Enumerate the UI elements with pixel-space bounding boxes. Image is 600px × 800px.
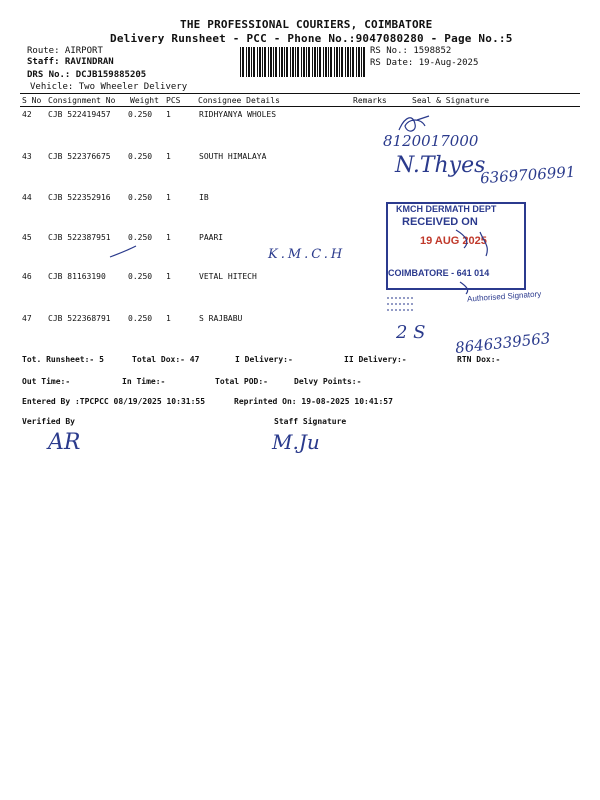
drs-number: DRS No.: DCJB159885205 bbox=[27, 70, 147, 80]
in-time: In Time:- bbox=[122, 377, 166, 386]
staff-signature-label: Staff Signature bbox=[274, 417, 347, 426]
row-sno: 42 bbox=[22, 110, 32, 119]
row-consignee: VETAL HITECH bbox=[199, 272, 257, 281]
row45-remark: K.M.C.H bbox=[268, 247, 346, 262]
row-consignment: CJB 522352916 bbox=[48, 193, 111, 202]
rtn-dox: RTN Dox:- bbox=[457, 355, 501, 364]
tot-runsheet: Tot. Runsheet:- 5 bbox=[22, 355, 104, 364]
row43-phone: 6369706991 bbox=[479, 162, 576, 188]
verified-by-label: Verified By bbox=[22, 417, 75, 426]
row-weight: 0.250 bbox=[128, 314, 153, 323]
row-weight: 0.250 bbox=[128, 233, 153, 242]
row-weight: 0.250 bbox=[128, 152, 153, 161]
row-weight: 0.250 bbox=[128, 110, 153, 119]
row-sno: 47 bbox=[22, 314, 32, 323]
row-sno: 46 bbox=[22, 272, 32, 281]
col-pcs: PCS bbox=[166, 96, 181, 105]
col-remarks: Remarks bbox=[353, 96, 387, 105]
row-consignment: CJB 522368791 bbox=[48, 314, 111, 323]
row-consignment: CJB 522387951 bbox=[48, 233, 111, 242]
col-consignee: Consignee Details bbox=[198, 96, 280, 105]
staff-label: Staff: RAVINDRAN bbox=[27, 57, 114, 67]
stamp-signature-scribble bbox=[450, 226, 510, 296]
row-pcs: 1 bbox=[166, 110, 171, 119]
row47-phone: 8646339563 bbox=[454, 329, 552, 357]
total-dox: Total Dox:- 47 bbox=[132, 355, 200, 364]
stamp-city: COIMBATORE - 641 014 bbox=[388, 268, 490, 278]
col-sno: S No bbox=[22, 96, 42, 105]
row-consignment: CJB 522376675 bbox=[48, 152, 111, 161]
row-pcs: 1 bbox=[166, 193, 171, 202]
document-subtitle: Delivery Runsheet - PCC - Phone No.:9047080280 - Page No.:5 bbox=[110, 32, 513, 45]
row-sno: 45 bbox=[22, 233, 32, 242]
row-consignee: SOUTH HIMALAYA bbox=[199, 152, 267, 161]
entered-by: Entered By :TPCPCC 08/19/2025 10:31:55 bbox=[22, 397, 206, 406]
rs-date: RS Date: 19-Aug-2025 bbox=[370, 58, 479, 68]
ii-delivery: II Delivery:- bbox=[344, 355, 407, 364]
col-consignment: Consignment No bbox=[48, 96, 116, 105]
row-weight: 0.250 bbox=[128, 272, 153, 281]
col-seal: Seal & Signature bbox=[412, 96, 490, 105]
row45-tick-mark bbox=[108, 244, 138, 260]
route-label: Route: AIRPORT bbox=[27, 46, 103, 56]
row46-dotted-mark bbox=[385, 294, 415, 316]
row-consignee: RIDHYANYA WHOLES bbox=[199, 110, 277, 119]
row43-signature: N.Thyes bbox=[395, 153, 486, 178]
rs-number: RS No.: 1598852 bbox=[370, 46, 452, 56]
stamp-received: RECEIVED ON bbox=[402, 216, 478, 228]
row-pcs: 1 bbox=[166, 272, 171, 281]
document-title: THE PROFESSIONAL COURIERS, COIMBATORE bbox=[180, 18, 433, 31]
row-weight: 0.250 bbox=[128, 193, 153, 202]
table-header-rule bbox=[20, 106, 580, 107]
total-pod: Total POD:- bbox=[215, 377, 268, 386]
i-delivery: I Delivery:- bbox=[235, 355, 293, 364]
row47-signature: 2 S bbox=[396, 322, 426, 343]
stamp-signatory: Authorised Signatory bbox=[466, 289, 542, 304]
out-time: Out Time:- bbox=[22, 377, 71, 386]
stamp-date: 19 AUG 2025 bbox=[420, 235, 487, 247]
row-pcs: 1 bbox=[166, 233, 171, 242]
row-pcs: 1 bbox=[166, 152, 171, 161]
vehicle-label: Vehicle: Two Wheeler Delivery bbox=[30, 82, 188, 92]
row-sno: 44 bbox=[22, 193, 32, 202]
row42-phone: 8120017000 bbox=[383, 132, 479, 150]
col-weight: Weight bbox=[130, 96, 159, 105]
barcode bbox=[240, 47, 365, 77]
row-consignee: PAARI bbox=[199, 233, 224, 242]
row-consignment: CJB 522419457 bbox=[48, 110, 111, 119]
row-consignee: S RAJBABU bbox=[199, 314, 243, 323]
table-top-rule bbox=[20, 93, 580, 94]
delvy-points: Delvy Points:- bbox=[294, 377, 362, 386]
reprinted-on: Reprinted On: 19-08-2025 10:41:57 bbox=[234, 397, 393, 406]
row-sno: 43 bbox=[22, 152, 32, 161]
row-consignment: CJB 81163190 bbox=[48, 272, 106, 281]
verified-signature: AR bbox=[48, 430, 81, 455]
stamp-dept: KMCH DERMATH DEPT bbox=[396, 204, 497, 214]
row-pcs: 1 bbox=[166, 314, 171, 323]
staff-signature: M.Ju bbox=[272, 430, 320, 454]
row-consignee: IB bbox=[199, 193, 209, 202]
